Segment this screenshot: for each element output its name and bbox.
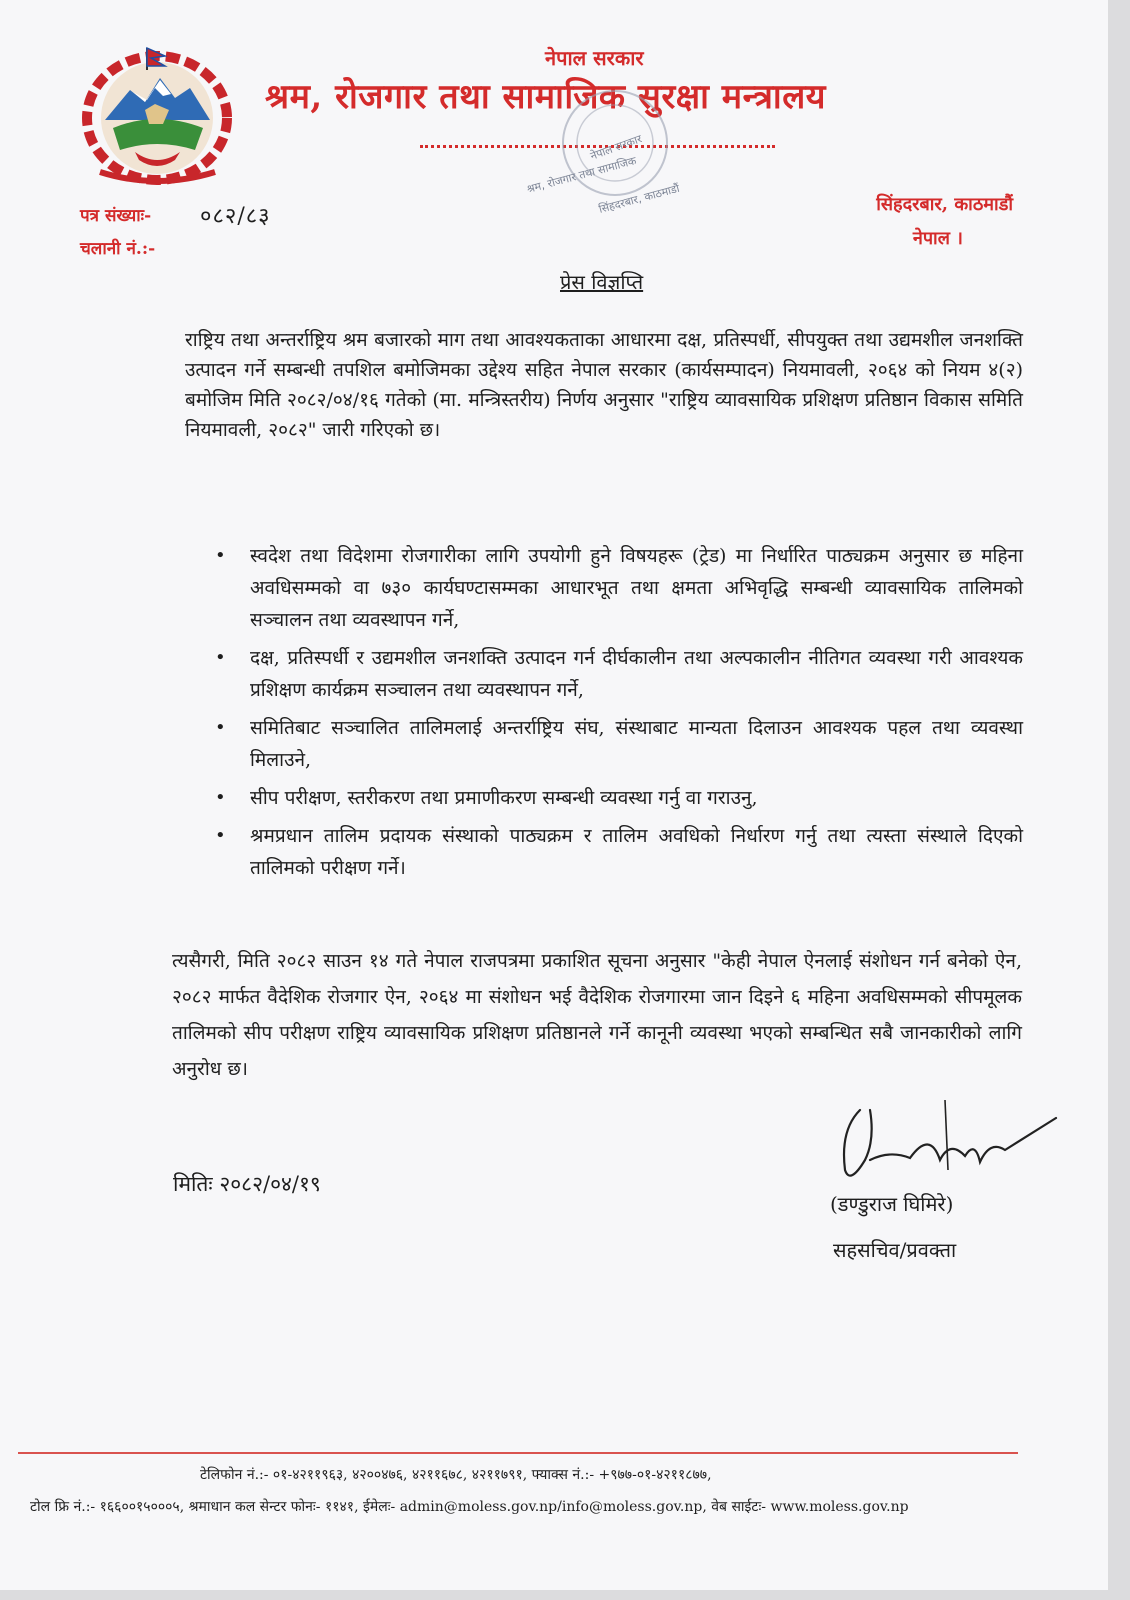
footer-web-line: टोल फ्रि नं.:- १६६००१५०००५, श्रमाधान कल सेन्टर फोनः- ११४१, ईमेलः- admin@moless.gov.np/info@moless.gov.np, वेब साईटः- www.moless.gov.np — [30, 1499, 909, 1515]
closing-paragraph: त्यसैगरी, मिति २०८२ साउन १४ गते नेपाल राजपत्रमा प्रकाशित सूचना अनुसार "केही नेपाल ऐनलाई संशोधन गर्न बनेको ऐन, २०८२ मार्फत वैदेशिक रोजगार ऐन, २०६४ मा संशोधन भई वैदेशिक रोजगारमा जान दिइने ६ महिना अवधिसम्मको सीपमूलक तालिमको सीप परीक्षण राष्ट्रिय व्यावसायिक प्रशिक्षण प्रतिष्ठानले गर्ने कानूनी व्यवस्था भएको सम्बन्धित सबै जानकारीको लागि अनुरोध छ। — [172, 950, 1022, 1080]
list-item: • श्रमप्रधान तालिम प्रदायक संस्थाको पाठ्यक्रम र तालिम अवधिको निर्धारण गर्नु तथा त्यस्ता संस्थाले दिएको तालिमको परीक्षण गर्ने। — [215, 820, 1023, 884]
dispatch-label: चलानी नं.:- — [80, 239, 156, 259]
stamp-line-2: श्रम, रोजगार तथा सामाजिक — [525, 154, 638, 196]
list-item: • सीप परीक्षण, स्तरीकरण तथा प्रमाणीकरण सम्बन्धी व्यवस्था गर्नु वा गराउनु, — [215, 782, 1023, 814]
footer-divider — [18, 1452, 1018, 1454]
address-line-2: नेपाल । — [912, 228, 963, 249]
official-stamp-icon — [520, 88, 695, 228]
issue-date: मितिः २०८२/०४/१९ — [173, 1172, 321, 1196]
stamp-line-1: नेपाल सरकार — [588, 132, 644, 163]
list-item: • स्वदेश तथा विदेशमा रोजगारीका लागि उपयोगी हुने विषयहरू (ट्रेड) मा निर्धारित पाठ्यक्रम अनुसार छ महिना अवधिसम्मको वा ७३० कार्यघण्टासम्मका आधारभूत तथा क्षमता अभिवृद्धि सम्बन्धी व्यावसायिक तालिमको सञ्चालन तथा व्यवस्थापन गर्ने, — [215, 540, 1023, 636]
signatory-title: सहसचिव/प्रवक्ता — [833, 1238, 957, 1262]
signatory-name: (डण्डुराज घिमिरे) — [830, 1192, 954, 1216]
footer-contact-line: टेलिफोन नं.:- ०१-४२११९६३, ४२००४७६, ४२११६७८, ४२११७९१, फ्याक्स नं.:- +९७७-०१-४२११८७७, — [200, 1467, 712, 1483]
reference-label: पत्र संख्याः- — [80, 206, 152, 226]
reference-number: ०८२/८३ — [200, 204, 271, 229]
ministry-title: श्रम, रोजगार तथा सामाजिक सुरक्षा मन्त्रालय — [265, 77, 827, 117]
press-release-heading: प्रेस विज्ञप्ति — [560, 270, 644, 294]
intro-paragraph: राष्ट्रिय तथा अन्तर्राष्ट्रिय श्रम बजारको माग तथा आवश्यकताका आधारमा दक्ष, प्रतिस्पर्धी, सीपयुक्त तथा उद्यमशील जनशक्ति उत्पादन गर्ने सम्बन्धी तपशिल बमोजिमका उद्देश्य सहित नेपाल सरकार (कार्यसम्पादन) नियमावली, २०६४ को नियम ४(२) बमोजिम मिति २०८२/०४/१६ गतेको (मा. मन्त्रिस्तरीय) निर्णय अनुसार "राष्ट्रिय व्यावसायिक प्रशिक्षण प्रतिष्ठान विकास समिति नियमावली, २०८२" जारी गरिएको छ। — [185, 329, 1023, 441]
government-line: नेपाल सरकार — [545, 46, 644, 70]
stamp-line-3: सिंहदरबार, काठमाडौं — [597, 181, 681, 216]
address-line-1: सिंहदरबार, काठमाडौं — [876, 194, 1013, 215]
signature-icon — [820, 1090, 1060, 1200]
list-item: • दक्ष, प्रतिस्पर्धी र उद्यमशील जनशक्ति उत्पादन गर्न दीर्घकालीन तथा अल्पकालीन नीतिगत व्यवस्था गरी आवश्यक प्रशिक्षण कार्यक्रम सञ्चालन तथा व्यवस्थापन गर्ने, — [215, 642, 1023, 706]
objectives-list — [215, 540, 1023, 890]
nepal-emblem-icon — [75, 40, 240, 190]
list-item: • समितिबाट सञ्चालित तालिमलाई अन्तर्राष्ट्रिय संघ, संस्थाबाट मान्यता दिलाउन आवश्यक पहल तथा व्यवस्था मिलाउने, — [215, 712, 1023, 776]
